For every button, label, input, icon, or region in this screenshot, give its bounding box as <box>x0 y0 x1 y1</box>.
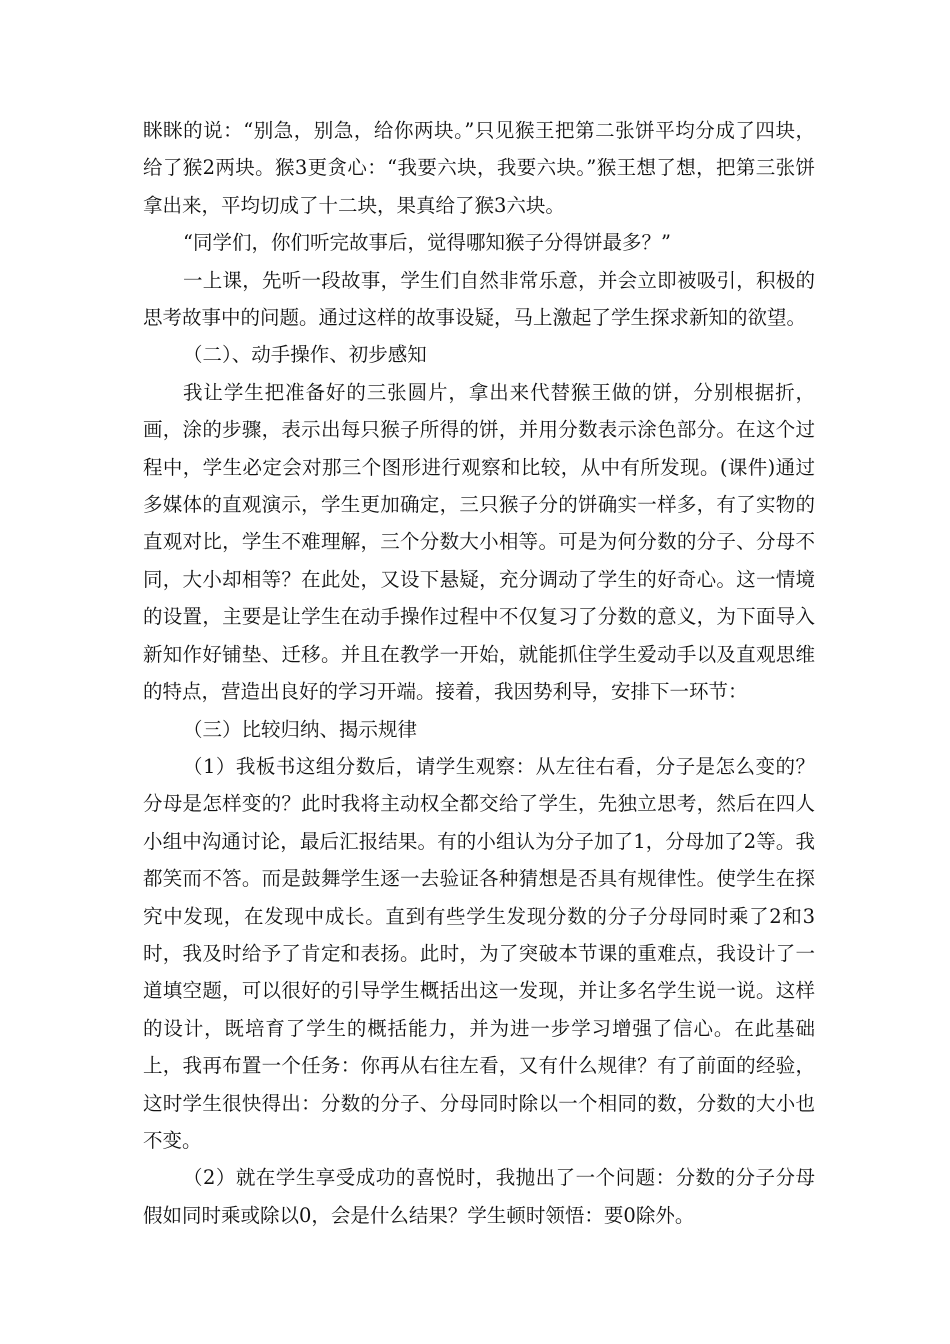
paragraph-teacher-question: “同学们，你们听完故事后，觉得哪知猴子分得饼最多？” <box>183 231 671 255</box>
section-heading-compare: （三）比较归纳、揭示规律 <box>183 717 418 741</box>
paragraph-lesson-intro: 一上课，先听一段故事，学生们自然非常乐意，并会立即被吸引，积极的思考故事中的问题。通过这样的故事设疑，马上激起了学生探求新知的欲望。 <box>143 268 815 330</box>
paragraph-compare-step-1: （1）我板书这组分数后，请学生观察：从左往右看，分子是怎么变的？分母是怎样变的？此时我将主动权全都交给了学生，先独立思考，然后在四人小组中沟通讨论，最后汇报结果。有的小组认为分子加了1，分母加了2等。我都笑而不答。而是鼓舞学生逐一去验证各种猜想是否具有规律性。使学生在探究中发现，在发现中成长。直到有些学生发现分数的分子分母同时乘了2和3时，我及时给予了肯定和表扬。此时，为了突破本节课的重难点，我设计了一道填空题，可以很好的引导学生概括出这一发现，并让多名学生说一说。这样的设计，既培育了学生的概括能力，并为进一步学习增强了信心。在此基础上，我再布置一个任务：你再从右往左看，又有什么规律？有了前面的经验，这时学生很快得出：分数的分子、分母同时除以一个相同的数，分数的大小也不变。 <box>143 754 815 1152</box>
paragraph-story-continuation: 眯眯的说：“别急，别急，给你两块。”只见猴王把第二张饼平均分成了四块，给了猴2两块。猴3更贪心：“我要六块，我要六块。”猴王想了想，把第三张饼拿出来，平均切成了十二块，果真给了猴3六块。 <box>143 119 815 217</box>
paragraph-compare-step-2: （2）就在学生享受成功的喜悦时，我抛出了一个问题：分数的分子分母假如同时乘或除以0，会是什么结果？学生顿时领悟：要0除外。 <box>143 1166 815 1227</box>
document-body <box>143 112 815 1234</box>
paragraph-hands-on: 我让学生把准备好的三张圆片，拿出来代替猴王做的饼，分别根据折，画，涂的步骤，表示出每只猴子所得的饼，并用分数表示涂色部分。在这个过程中，学生必定会对那三个图形进行观察和比较，从中有所发现。(课件)通过多媒体的直观演示，学生更加确定，三只猴子分的饼确实一样多，有了实物的直观对比，学生不难理解，三个分数大小相等。可是为何分数的分子、分母不同，大小却相等？在此处，又设下悬疑，充分调动了学生的好奇心。这一情境的设置，主要是让学生在动手操作过程中不仅复习了分数的意义，为下面导入新知作好铺垫、迁移。并且在教学一开始，就能抓住学生爱动手以及直观思维的特点，营造出良好的学习开端。接着，我因势利导，安排下一环节： <box>143 380 815 704</box>
section-heading-hands-on: （二）、动手操作、初步感知 <box>183 343 427 367</box>
